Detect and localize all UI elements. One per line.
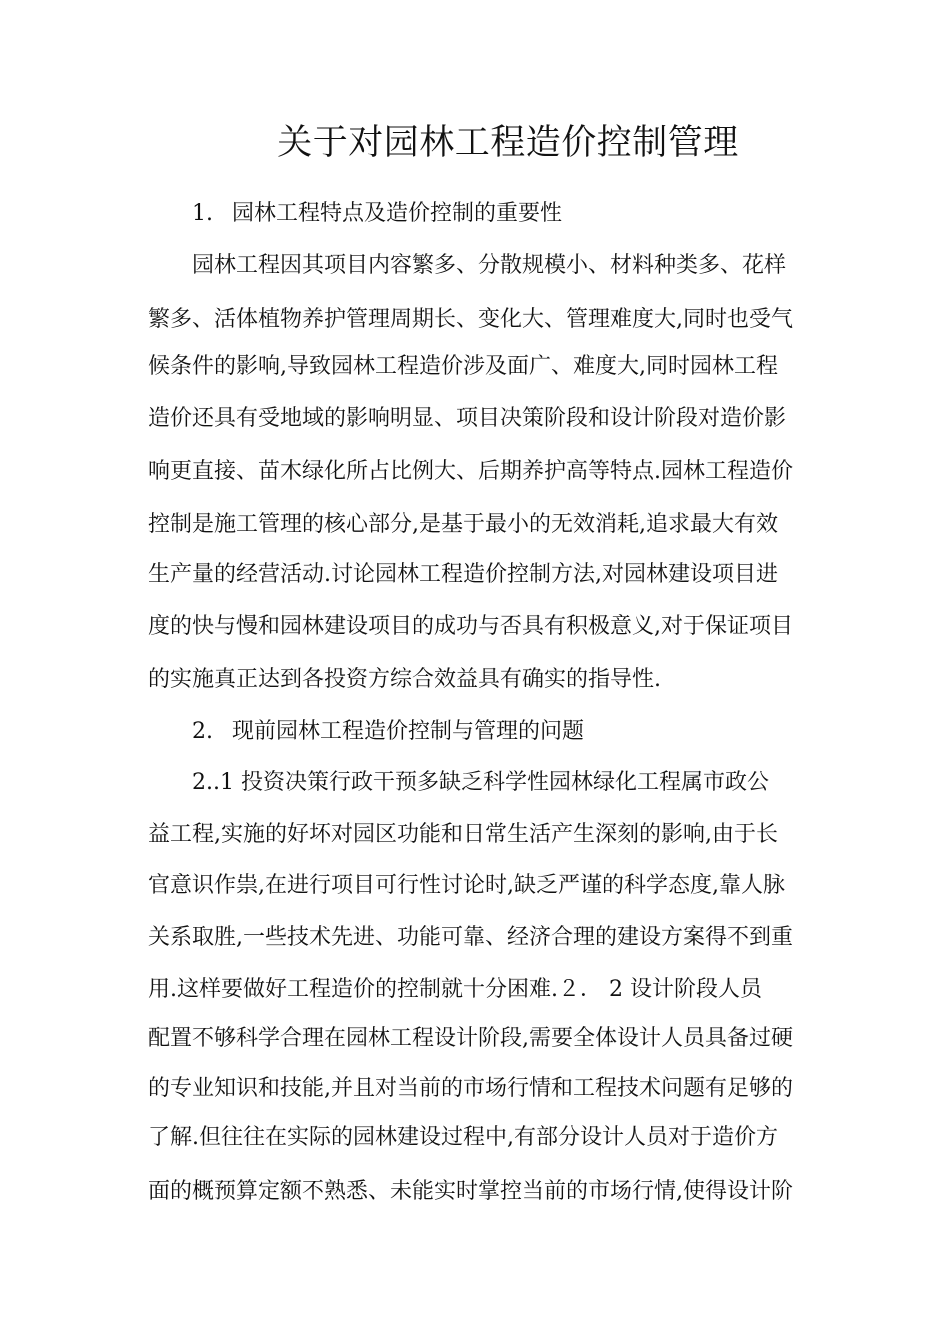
paragraph-line: 响更直接、苗木绿化所占比例大、后期养护高等特点.园林工程造价 [148, 459, 793, 484]
paragraph-line: 造价还具有受地域的影响明显、项目决策阶段和设计阶段对造价影 [148, 406, 787, 431]
section-heading-text: 现前园林工程造价控制与管理的问题 [232, 719, 585, 744]
paragraph-line: 用.这样要做好工程造价的控制就十分困难.２． 2 设计阶段人员 [148, 977, 762, 1002]
paragraph-line: 了解.但往往在实际的园林建设过程中,有部分设计人员对于造价方 [148, 1125, 778, 1150]
paragraph-line: 配置不够科学合理在园林工程设计阶段,需要全体设计人员具备过硬 [148, 1026, 793, 1051]
paragraph-line: 度的快与慢和园林建设项目的成功与否具有积极意义,对于保证项目 [148, 614, 793, 639]
paragraph-line: 的专业知识和技能,并且对当前的市场行情和工程技术问题有足够的 [148, 1076, 793, 1101]
paragraph-line: 的实施真正达到各投资方综合效益具有确实的指导性. [148, 667, 661, 692]
paragraph-line: 2..1 投资决策行政干预多缺乏科学性园林绿化工程属市政公 [192, 770, 769, 795]
paragraph-line: 生产量的经营活动.讨论园林工程造价控制方法,对园林建设项目进 [148, 562, 778, 587]
paragraph-line: 益工程,实施的好坏对园区功能和日常生活产生深刻的影响,由于长 [148, 822, 778, 847]
document-title: 关于对园林工程造价控制管理 [277, 123, 739, 163]
paragraph-line: 面的概预算定额不熟悉、未能实时掌控当前的市场行情,使得设计阶 [148, 1179, 793, 1204]
section-number: 1. [192, 201, 213, 226]
section-heading-text: 园林工程特点及造价控制的重要性 [232, 201, 563, 226]
section-number: 2. [192, 719, 213, 744]
section-heading [192, 712, 852, 752]
paragraph-line: 关系取胜,一些技术先进、功能可靠、经济合理的建设方案得不到重 [148, 925, 793, 950]
paragraph-line: 控制是施工管理的核心部分,是基于最小的无效消耗,追求最大有效 [148, 512, 778, 537]
paragraph-line: 官意识作祟,在进行项目可行性讨论时,缺乏严谨的科学态度,靠人脉 [148, 873, 785, 898]
section-heading [192, 194, 852, 234]
paragraph-line: 候条件的影响,导致园林工程造价涉及面广、难度大,同时园林工程 [148, 354, 778, 379]
paragraph-line: 园林工程因其项目内容繁多、分散规模小、材料种类多、花样 [192, 253, 787, 278]
paragraph-line: 繁多、活体植物养护管理周期长、变化大、管理难度大,同时也受气 [148, 307, 793, 332]
